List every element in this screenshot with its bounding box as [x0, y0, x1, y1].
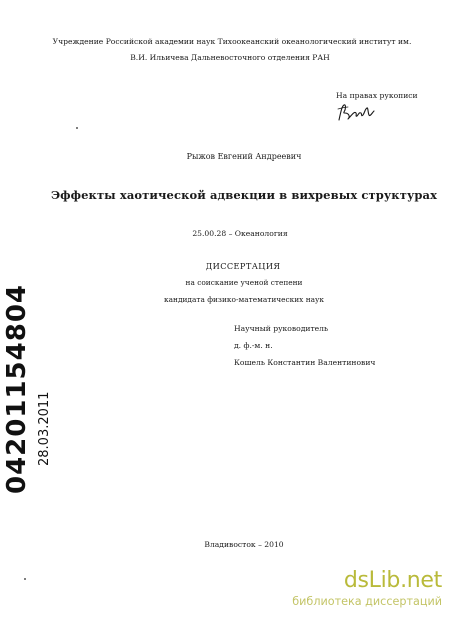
library-stamp-number: 04201154804 [2, 284, 32, 494]
degree-line-1: на соискание ученой степени [185, 278, 303, 287]
institution-line-1: Учреждение Российской академии наук Тихоокеанский океанологический институт им. [52, 37, 412, 46]
library-stamp-date: 28.03.2011 [37, 391, 52, 466]
scan-speck [24, 578, 26, 580]
watermark-brand: dsLib.net [343, 568, 442, 593]
institution-line-2: В.И. Ильичева Дальневосточного отделения РАН [130, 53, 330, 62]
signature-icon [336, 101, 378, 123]
city-year: Владивосток – 2010 [204, 540, 284, 549]
document-type: ДИССЕРТАЦИЯ [205, 261, 281, 271]
supervisor-degree: д. ф.-м. н. [234, 341, 273, 350]
supervisor-label: Научный руководитель [234, 324, 329, 333]
author-name: Рыжов Евгений Андреевич [186, 152, 302, 161]
dslib-watermark-logo [292, 568, 446, 614]
supervisor-name: Кошель Константин Валентинович [234, 358, 376, 367]
scan-speck [76, 127, 78, 129]
manuscript-rights-note: На правах рукописи [336, 91, 418, 100]
degree-line-2: кандидата физико-математических наук [163, 295, 325, 304]
watermark-tagline: библиотека диссертаций [292, 595, 442, 608]
dissertation-title: Эффекты хаотической адвекции в вихревых структурах [50, 188, 438, 202]
specialty-code: 25.00.28 – Океанология [192, 229, 288, 238]
